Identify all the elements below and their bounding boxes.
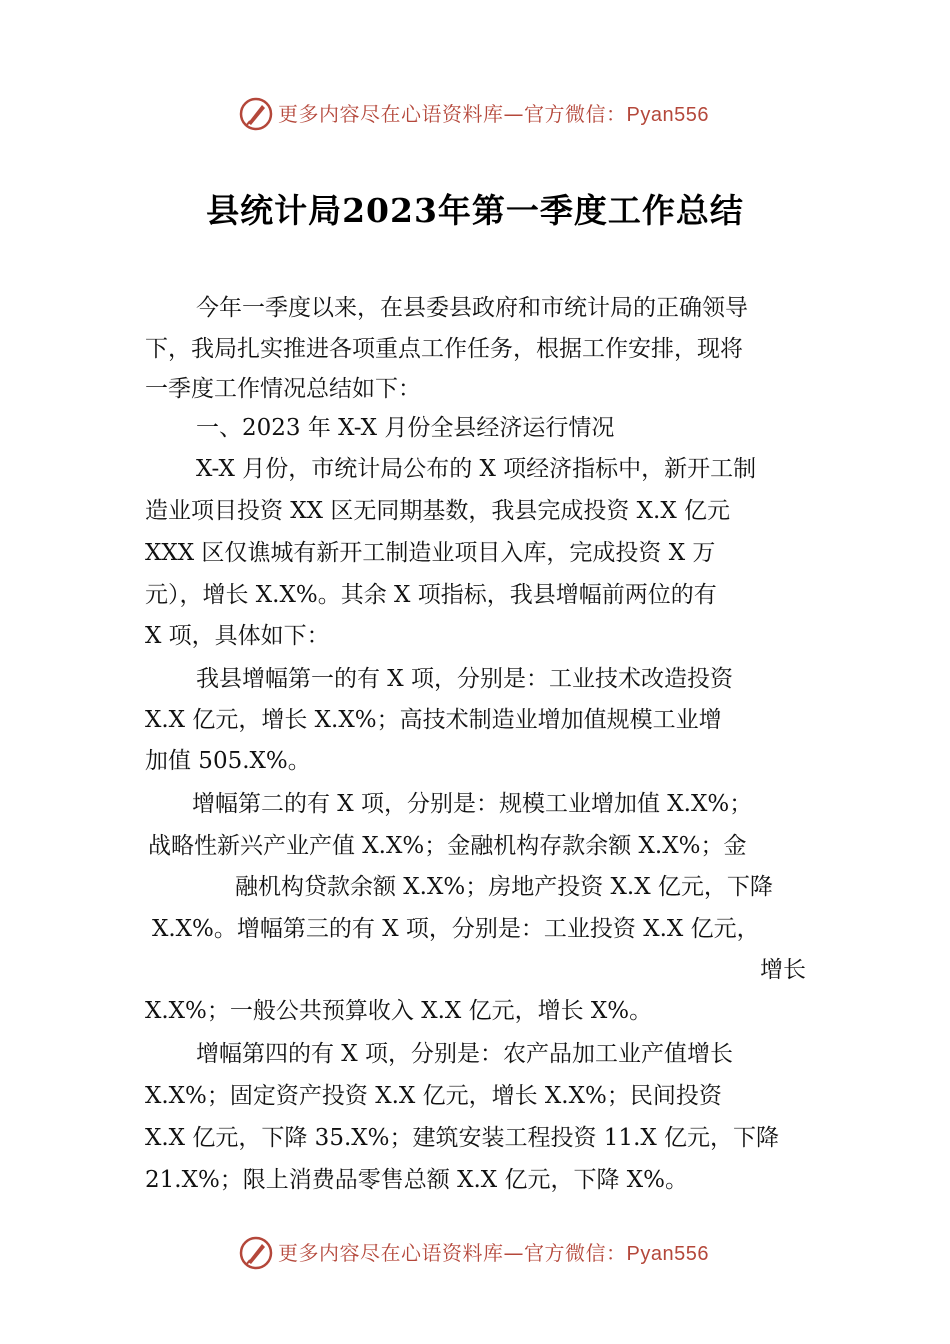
body-line: X.X 亿元，下降 35.X%；建筑安装工程投资 11.X 亿元，下降 [145,1125,780,1151]
body-line: 增幅第四的有 X 项，分别是：农产品加工业产值增长 [196,1041,733,1067]
header-watermark-banner [0,94,950,134]
body-line: 造业项目投资 XX 区无同期基数，我县完成投资 X.X 亿元 [145,498,731,524]
document-title: 县统计局2023年第一季度工作总结 [206,191,744,230]
body-line: X.X%；一般公共预算收入 X.X 亿元，增长 X%。 [145,998,653,1024]
banner-slogan: 更多内容尽在心语资料库—官方微信： [278,102,627,126]
body-line: 下，我局扎实推进各项重点工作任务，根据工作安排，现将 [145,336,743,362]
body-line: 加值 505.X%。 [145,748,311,774]
banner-text [278,100,709,129]
body-line: X.X%；固定资产投资 X.X 亿元，增长 X.X%；民间投资 [145,1083,722,1109]
body-line: 一季度工作情况总结如下： [145,376,421,402]
body-line: X.X 亿元，增长 X.X%；高技术制造业增加值规模工业增 [145,707,722,733]
banner-text [278,1239,709,1268]
quill-logo-icon [238,1235,274,1271]
quill-logo-icon [238,96,274,132]
banner-wechat-id: Pyan556 [626,1243,709,1265]
banner-wechat-id: Pyan556 [626,104,709,126]
body-line: 战略性新兴产业产值 X.X%；金融机构存款余额 X.X%；金 [148,833,747,859]
banner-slogan: 更多内容尽在心语资料库—官方微信： [278,1241,627,1265]
body-line: X 项，具体如下： [145,623,330,649]
body-line: 今年一季度以来，在县委县政府和市统计局的正确领导 [196,295,748,321]
body-line: X.X%。增幅第三的有 X 项，分别是：工业投资 X.X 亿元， [152,916,760,942]
section-heading: 一、2023 年 X-X 月份全县经济运行情况 [196,415,615,441]
body-line: 我县增幅第一的有 X 项，分别是：工业技术改造投资 [196,666,733,692]
body-line: 21.X%；限上消费品零售总额 X.X 亿元，下降 X%。 [145,1167,689,1193]
body-line: 融机构贷款余额 X.X%；房地产投资 X.X 亿元，下降 [235,874,773,900]
body-line: 增幅第二的有 X 项，分别是：规模工业增加值 X.X%； [192,791,753,817]
footer-watermark-banner [0,1233,950,1273]
body-line: 增长 [760,957,806,983]
body-line: XXX 区仅谯城有新开工制造业项目入库，完成投资 X 万 [145,540,716,566]
body-line: 元），增长 X.X%。其余 X 项指标，我县增幅前两位的有 [145,582,717,608]
body-line: X-X 月份，市统计局公布的 X 项经济指标中，新开工制 [196,456,757,482]
